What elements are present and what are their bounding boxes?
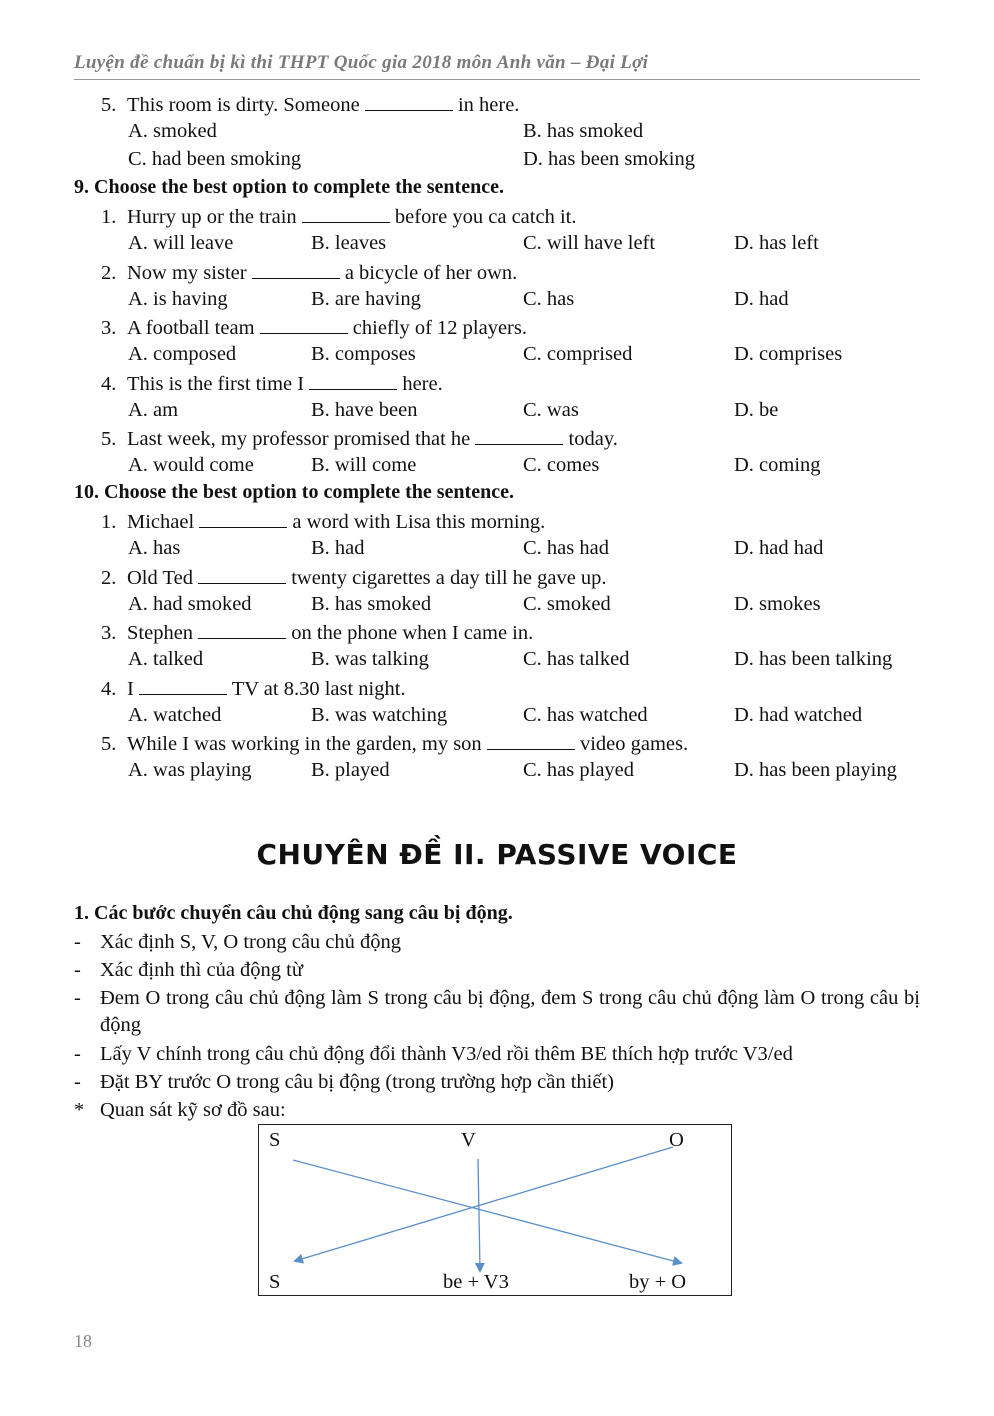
option-c: C. was bbox=[523, 398, 579, 421]
question-stem-post: twenty cigarettes a day till he gave up. bbox=[291, 566, 607, 589]
bullet-mark: * bbox=[74, 1099, 85, 1121]
option-b: B. are having bbox=[311, 287, 421, 310]
answer-blank bbox=[198, 565, 286, 584]
question bbox=[101, 260, 517, 285]
option-a: A. had smoked bbox=[128, 592, 252, 615]
answer-blank bbox=[139, 676, 227, 695]
question bbox=[101, 315, 527, 340]
diagram-top-o: O bbox=[669, 1129, 684, 1151]
options-row bbox=[128, 343, 928, 369]
option-c: C. will have left bbox=[523, 232, 656, 254]
header-divider bbox=[74, 79, 920, 80]
svo-diagram bbox=[258, 1124, 732, 1296]
option-b: B. have been bbox=[311, 398, 418, 421]
question-stem-pre: Hurry up or the train bbox=[127, 206, 297, 228]
question bbox=[101, 676, 406, 701]
arrow-v-to-be-v3 bbox=[478, 1159, 480, 1271]
question-stem-pre: A football team bbox=[127, 317, 255, 339]
option-c: C. has had bbox=[523, 537, 609, 559]
option-b: B. leaves bbox=[311, 232, 387, 254]
option-a: A. composed bbox=[128, 343, 237, 365]
step-item bbox=[74, 929, 920, 956]
option-a: A. is having bbox=[128, 287, 228, 310]
section-9-title: 9. Choose the best option to complete the sentence. bbox=[74, 176, 504, 198]
question bbox=[101, 426, 618, 451]
question-carry bbox=[101, 92, 519, 117]
options-row bbox=[128, 454, 928, 480]
option-b: B. had bbox=[311, 537, 365, 559]
question-number: 4. bbox=[101, 372, 117, 395]
options-row bbox=[128, 288, 928, 314]
option-a: A. would come bbox=[128, 454, 254, 476]
step-text: Xác định S, V, O trong câu chủ động bbox=[100, 931, 402, 953]
question-stem-pre: Stephen bbox=[127, 622, 194, 644]
option-d: D. has been smoking bbox=[523, 148, 695, 170]
steps-title: 1. Các bước chuyển câu chủ động sang câu bị động. bbox=[74, 902, 513, 924]
answer-blank bbox=[199, 509, 287, 528]
answer-blank bbox=[309, 371, 397, 390]
running-header: Luyện đề chuẩn bị kì thi THPT Quốc gia 2018 môn Anh văn – Đại Lợi bbox=[74, 52, 649, 73]
option-a: A. watched bbox=[128, 703, 222, 726]
option-c: C. had been smoking bbox=[128, 148, 302, 170]
option-b: B. composes bbox=[311, 343, 416, 365]
option-a: A. talked bbox=[128, 648, 204, 670]
question-stem-post: before you ca catch it. bbox=[394, 206, 577, 228]
answer-blank bbox=[302, 204, 390, 223]
step-text: Đặt BY trước O trong câu bị động (trong trường hợp cần thiết) bbox=[100, 1071, 614, 1093]
option-d: D. comprises bbox=[734, 343, 843, 365]
question-stem-pre: While I was working in the garden, my son bbox=[127, 733, 482, 755]
options-row bbox=[128, 148, 928, 174]
question-number: 5. bbox=[101, 733, 117, 755]
options-row bbox=[128, 537, 928, 563]
option-b: B. has smoked bbox=[311, 592, 432, 615]
options-row bbox=[128, 704, 928, 730]
step-item bbox=[74, 1069, 920, 1096]
option-d: D. had bbox=[734, 287, 789, 310]
option-c: C. has talked bbox=[523, 648, 630, 670]
answer-blank bbox=[252, 260, 340, 279]
answer-blank bbox=[365, 92, 453, 111]
question-number: 5. bbox=[101, 94, 117, 116]
step-text: Lấy V chính trong câu chủ động đổi thành V3/ed rồi thêm BE thích hợp trước V3/ed bbox=[100, 1043, 793, 1065]
diagram-bottom-be-v3: be + V3 bbox=[443, 1271, 509, 1293]
step-item bbox=[74, 957, 920, 984]
question-stem-pre: Last week, my professor promised that he bbox=[127, 428, 471, 450]
question-number: 1. bbox=[101, 511, 117, 533]
step-text: Xác định thì của động từ bbox=[100, 959, 303, 981]
arrow-o-to-s bbox=[295, 1147, 673, 1261]
option-c: C. comprised bbox=[523, 343, 633, 365]
question bbox=[101, 371, 443, 396]
question-number: 1. bbox=[101, 206, 117, 228]
diagram-bottom-s: S bbox=[269, 1271, 281, 1293]
question bbox=[101, 509, 545, 534]
answer-blank bbox=[475, 426, 563, 445]
option-a: A. am bbox=[128, 398, 179, 421]
answer-blank bbox=[260, 315, 348, 334]
question-stem-post: chiefly of 12 players. bbox=[352, 317, 527, 339]
bullet-mark: - bbox=[74, 987, 81, 1009]
option-b: B. was watching bbox=[311, 703, 448, 726]
question-number: 5. bbox=[101, 428, 117, 450]
question-number: 4. bbox=[101, 677, 117, 700]
option-b: B. played bbox=[311, 759, 390, 781]
step-text: Quan sát kỹ sơ đồ sau: bbox=[100, 1099, 286, 1121]
option-b: B. will come bbox=[311, 454, 417, 476]
step-item bbox=[74, 1041, 920, 1068]
option-d: D. has been talking bbox=[734, 648, 893, 670]
option-d: D. be bbox=[734, 398, 779, 421]
question bbox=[101, 731, 688, 756]
option-b: B. was talking bbox=[311, 648, 429, 670]
question bbox=[101, 565, 607, 590]
question bbox=[101, 620, 533, 645]
option-d: D. has been playing bbox=[734, 759, 897, 781]
question-stem-pre: Now my sister bbox=[127, 261, 247, 284]
question-number: 3. bbox=[101, 317, 117, 339]
step-text: Đem O trong câu chủ động làm S trong câu bị động, đem S trong câu chủ động làm O trong câu bị động bbox=[100, 987, 920, 1036]
option-d: D. coming bbox=[734, 454, 821, 476]
options-row bbox=[128, 399, 928, 425]
question-stem-post: today. bbox=[568, 428, 618, 450]
question-stem-post: on the phone when I came in. bbox=[291, 622, 534, 644]
option-c: C. smoked bbox=[523, 592, 611, 615]
option-d: D. had had bbox=[734, 537, 824, 559]
diagram-arrows bbox=[259, 1125, 733, 1297]
answer-blank bbox=[487, 731, 575, 750]
question-stem-pre: This room is dirty. Someone bbox=[127, 94, 360, 116]
option-a: A. was playing bbox=[128, 759, 252, 781]
arrow-s-to-by-o bbox=[293, 1160, 681, 1263]
bullet-mark: - bbox=[74, 1043, 81, 1065]
chapter-title: CHUYÊN ĐỀ II. PASSIVE VOICE bbox=[256, 838, 738, 871]
question-stem-pre: Old Ted bbox=[127, 566, 193, 589]
section-10-title: 10. Choose the best option to complete the sentence. bbox=[74, 481, 514, 503]
options-row bbox=[128, 120, 928, 146]
option-a: A. will leave bbox=[128, 232, 234, 254]
option-d: D. had watched bbox=[734, 703, 863, 726]
option-c: C. has played bbox=[523, 759, 635, 781]
options-row bbox=[128, 759, 928, 785]
options-row bbox=[128, 593, 928, 619]
bullet-mark: - bbox=[74, 1071, 81, 1093]
option-d: D. smokes bbox=[734, 592, 821, 615]
step-item bbox=[74, 985, 920, 1039]
step-item bbox=[74, 1097, 920, 1124]
question-number: 3. bbox=[101, 622, 117, 644]
diagram-top-s: S bbox=[269, 1129, 281, 1151]
options-row bbox=[128, 648, 928, 674]
option-a: A. has bbox=[128, 537, 181, 559]
question-stem-pre: This is the first time I bbox=[127, 372, 305, 395]
option-c: C. has watched bbox=[523, 703, 648, 726]
option-c: C. has bbox=[523, 287, 575, 310]
diagram-top-v: V bbox=[461, 1129, 476, 1151]
option-c: C. comes bbox=[523, 454, 600, 476]
question bbox=[101, 204, 576, 229]
question-number: 2. bbox=[101, 566, 117, 589]
answer-blank bbox=[198, 620, 286, 639]
option-b: B. has smoked bbox=[523, 120, 644, 142]
question-stem-post: here. bbox=[402, 372, 443, 395]
option-a: A. smoked bbox=[128, 120, 217, 142]
options-row bbox=[128, 232, 928, 258]
question-stem-post: video games. bbox=[579, 733, 689, 755]
page-number: 18 bbox=[74, 1331, 92, 1351]
bullet-mark: - bbox=[74, 931, 81, 953]
bullet-mark: - bbox=[74, 959, 81, 981]
diagram-bottom-by-o: by + O bbox=[629, 1271, 687, 1293]
question-stem-post: TV at 8.30 last night. bbox=[231, 677, 406, 700]
question-stem-pre: I bbox=[127, 677, 134, 700]
option-d: D. has left bbox=[734, 232, 819, 254]
question-stem-post: in here. bbox=[457, 94, 520, 116]
question-number: 2. bbox=[101, 261, 117, 284]
question-stem-pre: Michael bbox=[127, 511, 195, 533]
question-stem-post: a word with Lisa this morning. bbox=[292, 511, 546, 533]
question-stem-post: a bicycle of her own. bbox=[344, 261, 518, 284]
